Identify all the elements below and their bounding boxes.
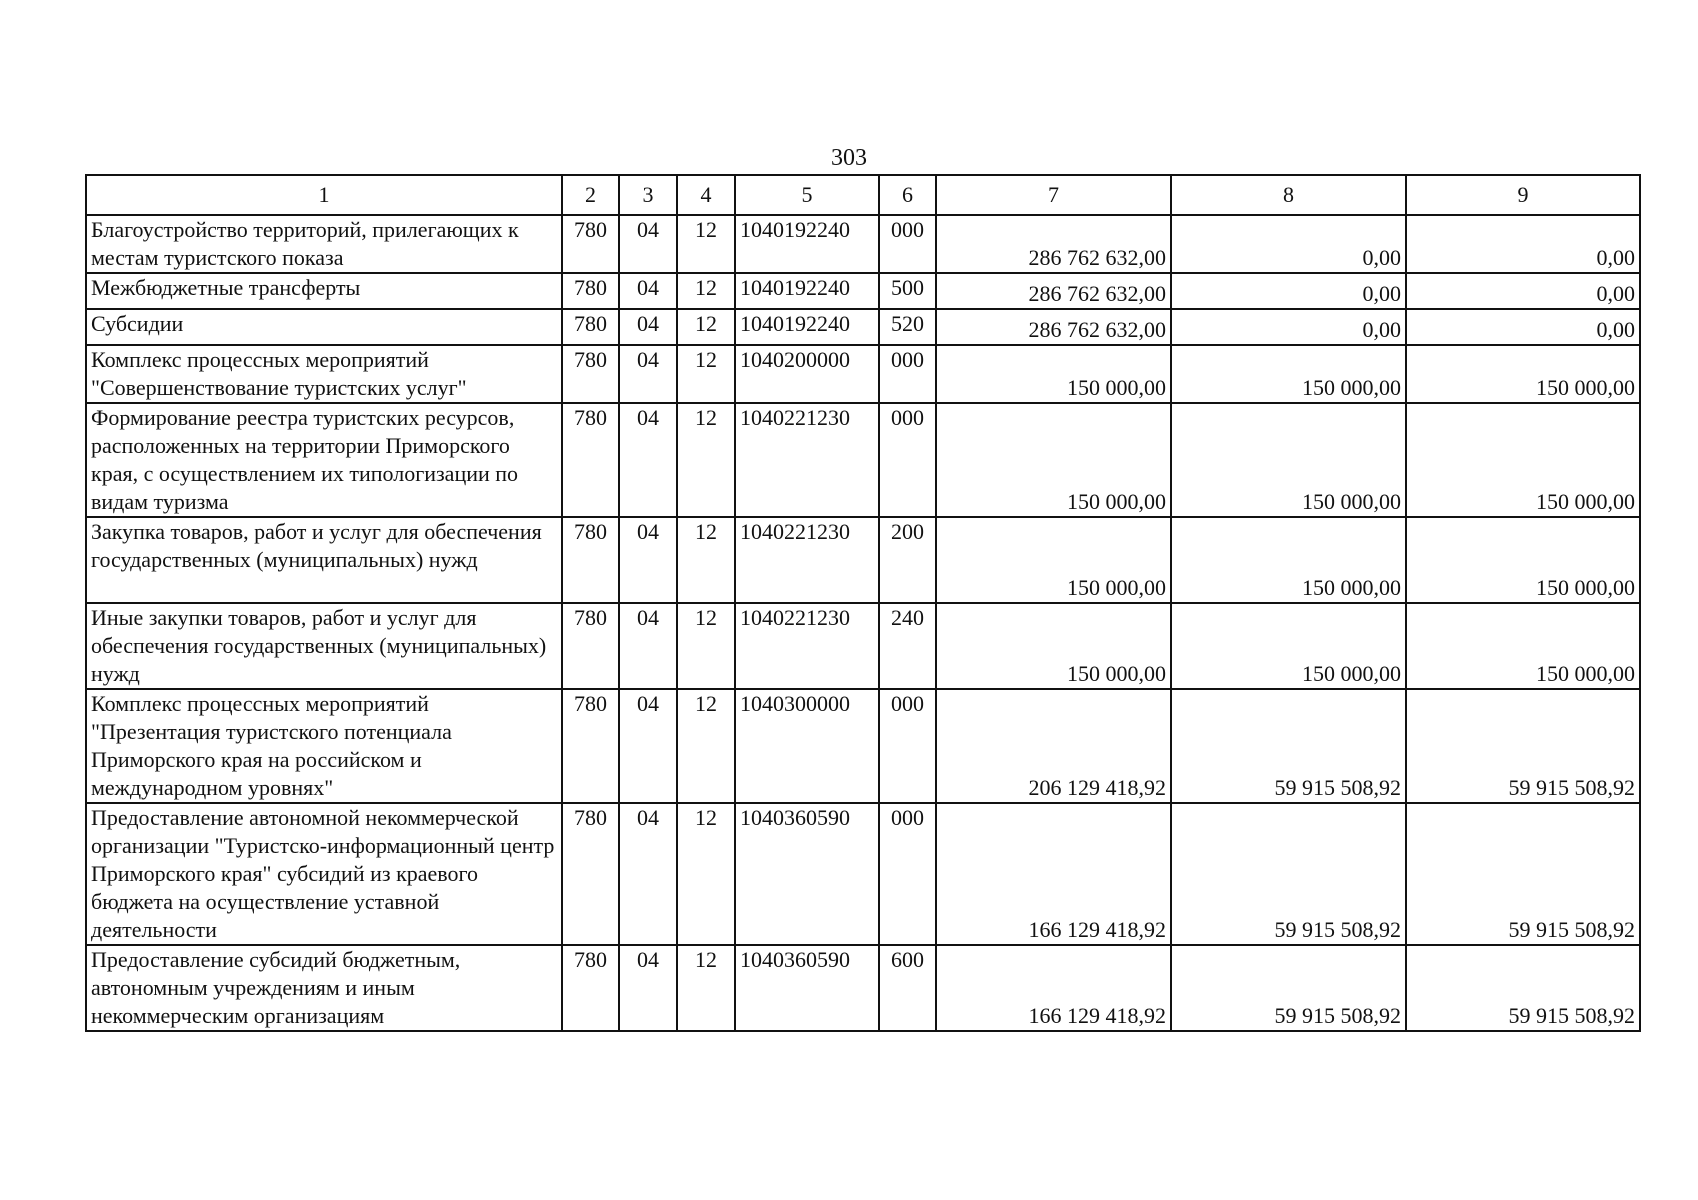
cell-col-5: 1040360590	[735, 945, 879, 1031]
column-header: 1	[86, 175, 562, 215]
cell-col-6: 000	[879, 345, 936, 403]
table-row	[86, 273, 1640, 309]
cell-col-7: 206 129 418,92	[936, 689, 1171, 803]
column-header: 6	[879, 175, 936, 215]
row-name: Субсидии	[86, 309, 562, 345]
cell-col-8: 59 915 508,92	[1171, 803, 1406, 945]
row-name: Межбюджетные трансферты	[86, 273, 562, 309]
column-header: 5	[735, 175, 879, 215]
cell-col-7: 150 000,00	[936, 345, 1171, 403]
cell-col-6: 000	[879, 215, 936, 273]
cell-col-5: 1040192240	[735, 309, 879, 345]
table-row	[86, 215, 1640, 273]
row-name: Предоставление автономной некоммерческой организации "Туристско-информационный центр Приморского края" субсидий из краевого бюджета на осуществление уставной деятельности	[86, 803, 562, 945]
column-header: 7	[936, 175, 1171, 215]
budget-table	[85, 174, 1641, 1032]
cell-col-4: 12	[677, 403, 735, 517]
cell-col-9: 150 000,00	[1406, 517, 1640, 603]
cell-col-9: 0,00	[1406, 309, 1640, 345]
cell-col-2: 780	[562, 517, 619, 603]
cell-col-3: 04	[619, 945, 677, 1031]
cell-col-5: 1040192240	[735, 215, 879, 273]
cell-col-3: 04	[619, 345, 677, 403]
column-header: 2	[562, 175, 619, 215]
table-row	[86, 345, 1640, 403]
row-name: Предоставление субсидий бюджетным, автономным учреждениям и иным некоммерческим организациям	[86, 945, 562, 1031]
cell-col-3: 04	[619, 273, 677, 309]
cell-col-5: 1040192240	[735, 273, 879, 309]
cell-col-5: 1040221230	[735, 403, 879, 517]
cell-col-2: 780	[562, 803, 619, 945]
cell-col-8: 0,00	[1171, 215, 1406, 273]
row-name: Иные закупки товаров, работ и услуг для обеспечения государственных (муниципальных) нужд	[86, 603, 562, 689]
cell-col-9: 59 915 508,92	[1406, 803, 1640, 945]
cell-col-6: 000	[879, 803, 936, 945]
cell-col-6: 200	[879, 517, 936, 603]
cell-col-5: 1040221230	[735, 603, 879, 689]
cell-col-9: 0,00	[1406, 215, 1640, 273]
cell-col-7: 286 762 632,00	[936, 309, 1171, 345]
cell-col-7: 286 762 632,00	[936, 215, 1171, 273]
cell-col-4: 12	[677, 945, 735, 1031]
cell-col-3: 04	[619, 803, 677, 945]
row-name: Закупка товаров, работ и услуг для обеспечения государственных (муниципальных) нужд	[86, 517, 562, 603]
cell-col-9: 59 915 508,92	[1406, 945, 1640, 1031]
cell-col-2: 780	[562, 945, 619, 1031]
table-row	[86, 309, 1640, 345]
cell-col-7: 166 129 418,92	[936, 803, 1171, 945]
cell-col-4: 12	[677, 803, 735, 945]
table-row	[86, 403, 1640, 517]
cell-col-4: 12	[677, 345, 735, 403]
cell-col-2: 780	[562, 403, 619, 517]
cell-col-4: 12	[677, 517, 735, 603]
page-number: 303	[831, 145, 867, 171]
cell-col-4: 12	[677, 215, 735, 273]
cell-col-9: 150 000,00	[1406, 345, 1640, 403]
cell-col-5: 1040360590	[735, 803, 879, 945]
cell-col-3: 04	[619, 689, 677, 803]
cell-col-5: 1040221230	[735, 517, 879, 603]
cell-col-4: 12	[677, 309, 735, 345]
cell-col-2: 780	[562, 309, 619, 345]
cell-col-7: 150 000,00	[936, 517, 1171, 603]
cell-col-3: 04	[619, 403, 677, 517]
cell-col-2: 780	[562, 689, 619, 803]
cell-col-8: 150 000,00	[1171, 403, 1406, 517]
cell-col-4: 12	[677, 689, 735, 803]
row-name: Комплекс процессных мероприятий "Презентация туристского потенциала Приморского края на российском и международном уровнях"	[86, 689, 562, 803]
cell-col-8: 150 000,00	[1171, 345, 1406, 403]
row-name: Формирование реестра туристских ресурсов, расположенных на территории Приморского края, с осуществлением их типологизации по видам туризма	[86, 403, 562, 517]
cell-col-8: 0,00	[1171, 273, 1406, 309]
table-row	[86, 803, 1640, 945]
row-name: Комплекс процессных мероприятий "Совершенствование туристских услуг"	[86, 345, 562, 403]
cell-col-4: 12	[677, 273, 735, 309]
table-row	[86, 945, 1640, 1031]
cell-col-8: 59 915 508,92	[1171, 945, 1406, 1031]
cell-col-8: 150 000,00	[1171, 517, 1406, 603]
column-header: 3	[619, 175, 677, 215]
cell-col-6: 520	[879, 309, 936, 345]
cell-col-9: 0,00	[1406, 273, 1640, 309]
cell-col-2: 780	[562, 273, 619, 309]
row-name: Благоустройство территорий, прилегающих к местам туристского показа	[86, 215, 562, 273]
cell-col-6: 600	[879, 945, 936, 1031]
table-row	[86, 603, 1640, 689]
cell-col-3: 04	[619, 309, 677, 345]
cell-col-2: 780	[562, 215, 619, 273]
cell-col-9: 150 000,00	[1406, 403, 1640, 517]
cell-col-9: 150 000,00	[1406, 603, 1640, 689]
cell-col-6: 000	[879, 403, 936, 517]
cell-col-3: 04	[619, 517, 677, 603]
cell-col-3: 04	[619, 603, 677, 689]
cell-col-8: 150 000,00	[1171, 603, 1406, 689]
column-header: 8	[1171, 175, 1406, 215]
cell-col-2: 780	[562, 603, 619, 689]
column-header: 4	[677, 175, 735, 215]
column-header: 9	[1406, 175, 1640, 215]
cell-col-8: 59 915 508,92	[1171, 689, 1406, 803]
cell-col-2: 780	[562, 345, 619, 403]
table-row	[86, 689, 1640, 803]
cell-col-6: 240	[879, 603, 936, 689]
cell-col-5: 1040300000	[735, 689, 879, 803]
table-row	[86, 517, 1640, 603]
cell-col-4: 12	[677, 603, 735, 689]
cell-col-5: 1040200000	[735, 345, 879, 403]
cell-col-7: 286 762 632,00	[936, 273, 1171, 309]
cell-col-3: 04	[619, 215, 677, 273]
cell-col-7: 150 000,00	[936, 603, 1171, 689]
cell-col-7: 166 129 418,92	[936, 945, 1171, 1031]
cell-col-6: 500	[879, 273, 936, 309]
cell-col-7: 150 000,00	[936, 403, 1171, 517]
cell-col-8: 0,00	[1171, 309, 1406, 345]
cell-col-9: 59 915 508,92	[1406, 689, 1640, 803]
table-header-row	[86, 175, 1640, 215]
cell-col-6: 000	[879, 689, 936, 803]
